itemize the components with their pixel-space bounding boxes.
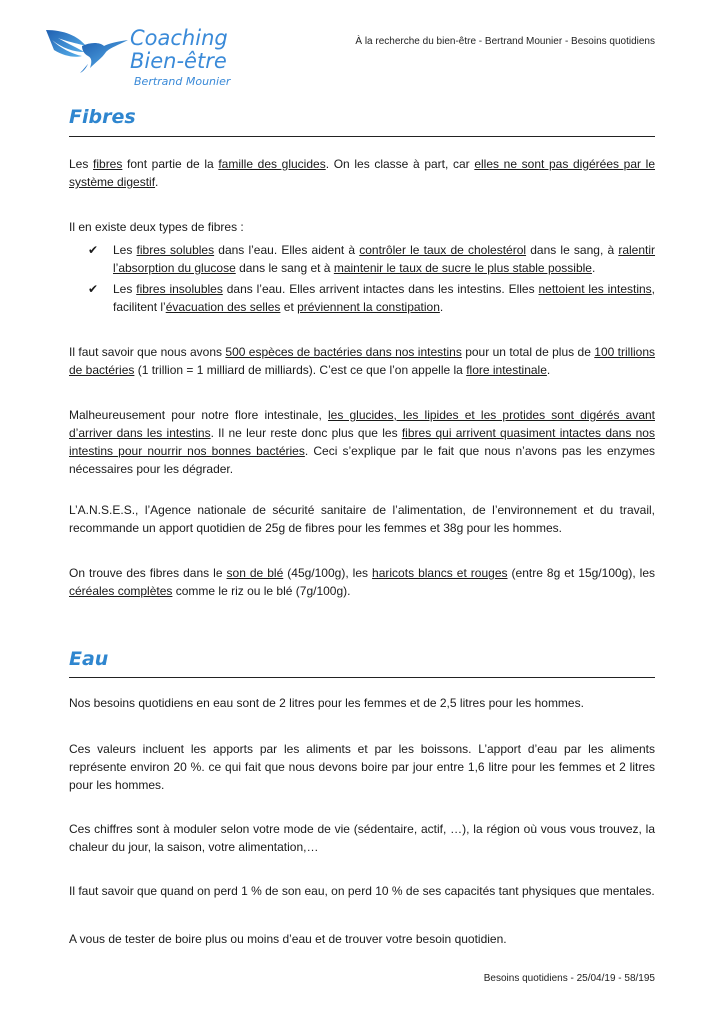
underlined-text: céréales complètes xyxy=(69,584,173,598)
logo-line-2: Bien-être xyxy=(130,49,227,73)
underlined-text: famille des glucides xyxy=(218,157,326,171)
underlined-text: son de blé xyxy=(226,566,284,580)
underlined-text: 100 trillions de bactéries xyxy=(69,345,656,377)
underlined-text: préviennent la constipation xyxy=(297,300,440,314)
logo-line-1: Coaching xyxy=(130,26,228,50)
text-run: et xyxy=(280,300,298,314)
list-item-text xyxy=(113,280,655,316)
text-run: . xyxy=(591,261,596,275)
paragraph: Il en existe deux types de fibres : xyxy=(69,220,244,234)
text-run: dans l’eau. Elles arrivent intactes dans les intestins. Elles xyxy=(222,282,539,296)
hummingbird-icon xyxy=(44,24,134,74)
list-item xyxy=(88,280,655,316)
check-mark-icon: ✔ xyxy=(88,243,99,257)
paragraph xyxy=(69,564,655,600)
section-rule xyxy=(69,136,655,137)
paragraph xyxy=(69,406,655,478)
text-run: . xyxy=(546,363,551,377)
text-run: . xyxy=(439,300,444,314)
section-title-fibres: Fibres xyxy=(69,106,136,128)
text-run: . xyxy=(155,175,159,189)
paragraph: L’A.N.S.E.S., l’Agence nationale de sécurité sanitaire de l’alimentation, de l’environnement et du travail, recommande un apport quotidien de 25g de fibres pour les femmes et 38g pour les hommes. xyxy=(69,503,655,535)
text-run: pour un total de plus de xyxy=(461,345,595,359)
paragraph xyxy=(69,343,655,379)
check-mark-icon: ✔ xyxy=(88,282,99,296)
section-rule xyxy=(69,677,655,678)
logo-author: Bertrand Mounier xyxy=(134,75,231,88)
underlined-text: 500 espèces de bactéries dans nos intestins xyxy=(225,345,462,359)
text-run: Il faut savoir que nous avons xyxy=(69,345,226,359)
underlined-text: fibres solubles xyxy=(136,243,215,257)
text-run: comme le riz ou le blé (7g/100g). xyxy=(172,584,351,598)
underlined-text: haricots blancs et rouges xyxy=(372,566,508,580)
underlined-text: elles ne sont pas digérées par le système digestif xyxy=(69,157,656,189)
text-run: . Il ne leur reste donc plus que les xyxy=(210,426,402,440)
paragraph: Il faut savoir que quand on perd 1 % de son eau, on perd 10 % de ses capacités tant physiques que mentales. xyxy=(69,884,655,898)
paragraph xyxy=(69,155,655,191)
text-run: (45g/100g), les xyxy=(283,566,373,580)
page-footer: Besoins quotidiens - 25/04/19 - 58/195 xyxy=(483,973,655,984)
text-run: . Ceci s’explique par le fait que nous n’avons pas les enzymes nécessaires pour les dégrader. xyxy=(69,444,656,476)
underlined-text: nettoient les intestins xyxy=(538,282,652,296)
text-run: (entre 8g et 15g/100g), les xyxy=(507,566,656,580)
text-run: font partie de la xyxy=(122,157,219,171)
underlined-text: contrôler le taux de cholestérol xyxy=(359,243,527,257)
underlined-text: fibres insolubles xyxy=(136,282,223,296)
list-item xyxy=(88,241,655,277)
logo-text xyxy=(130,26,230,89)
paragraph: Ces chiffres sont à moduler selon votre mode de vie (sédentaire, actif, …), la région où vous vous trouvez, la chaleur du jour, la saison, votre alimentation,… xyxy=(69,822,655,854)
underlined-text: flore intestinale xyxy=(466,363,547,377)
underlined-text: fibres xyxy=(93,157,123,171)
underlined-text: fibres qui arrivent quasiment intactes dans nos intestins pour nourrir nos bonnes bactéries xyxy=(69,426,655,458)
section-title-eau: Eau xyxy=(69,648,109,670)
paragraph: Ces valeurs incluent les apports par les aliments et par les boissons. L’apport d’eau par les aliments représente environ 20 %. ce qui fait que nous devons boire par jour entre 1,6 litre pour les femmes et 2 litres pour les hommes. xyxy=(69,742,655,792)
text-run: Les xyxy=(69,157,94,171)
list-item-text xyxy=(113,241,655,277)
text-run: Malheureusement pour notre flore intestinale, xyxy=(69,408,328,422)
underlined-text: les glucides, les lipides et les protides sont digérés avant d’arriver dans les intestins xyxy=(69,408,655,440)
paragraph: A vous de tester de boire plus ou moins d’eau et de trouver votre besoin quotidien. xyxy=(69,932,507,946)
paragraph: Nos besoins quotidiens en eau sont de 2 litres pour les femmes et de 2,5 litres pour les hommes. xyxy=(69,696,584,710)
text-run: , facilitent l’ xyxy=(113,282,656,314)
underlined-text: ralentir l’absorption du glucose xyxy=(113,243,656,275)
text-run: dans l’eau. Elles aident à xyxy=(214,243,360,257)
underlined-text: maintenir le taux de sucre le plus stable possible xyxy=(333,261,592,275)
underlined-text: évacuation des selles xyxy=(165,300,281,314)
text-run: On trouve des fibres dans le xyxy=(69,566,227,580)
text-run: dans le sang, à xyxy=(526,243,619,257)
running-header: À la recherche du bien-être - Bertrand Mounier - Besoins quotidiens xyxy=(355,36,655,47)
text-run: . On les classe à part, car xyxy=(325,157,475,171)
text-run: (1 trillion = 1 milliard de milliards). C’est ce que l’on appelle la xyxy=(134,363,467,377)
text-run: Les xyxy=(113,243,137,257)
text-run: Les xyxy=(113,282,137,296)
logo xyxy=(44,24,244,98)
text-run: dans le sang et à xyxy=(235,261,334,275)
